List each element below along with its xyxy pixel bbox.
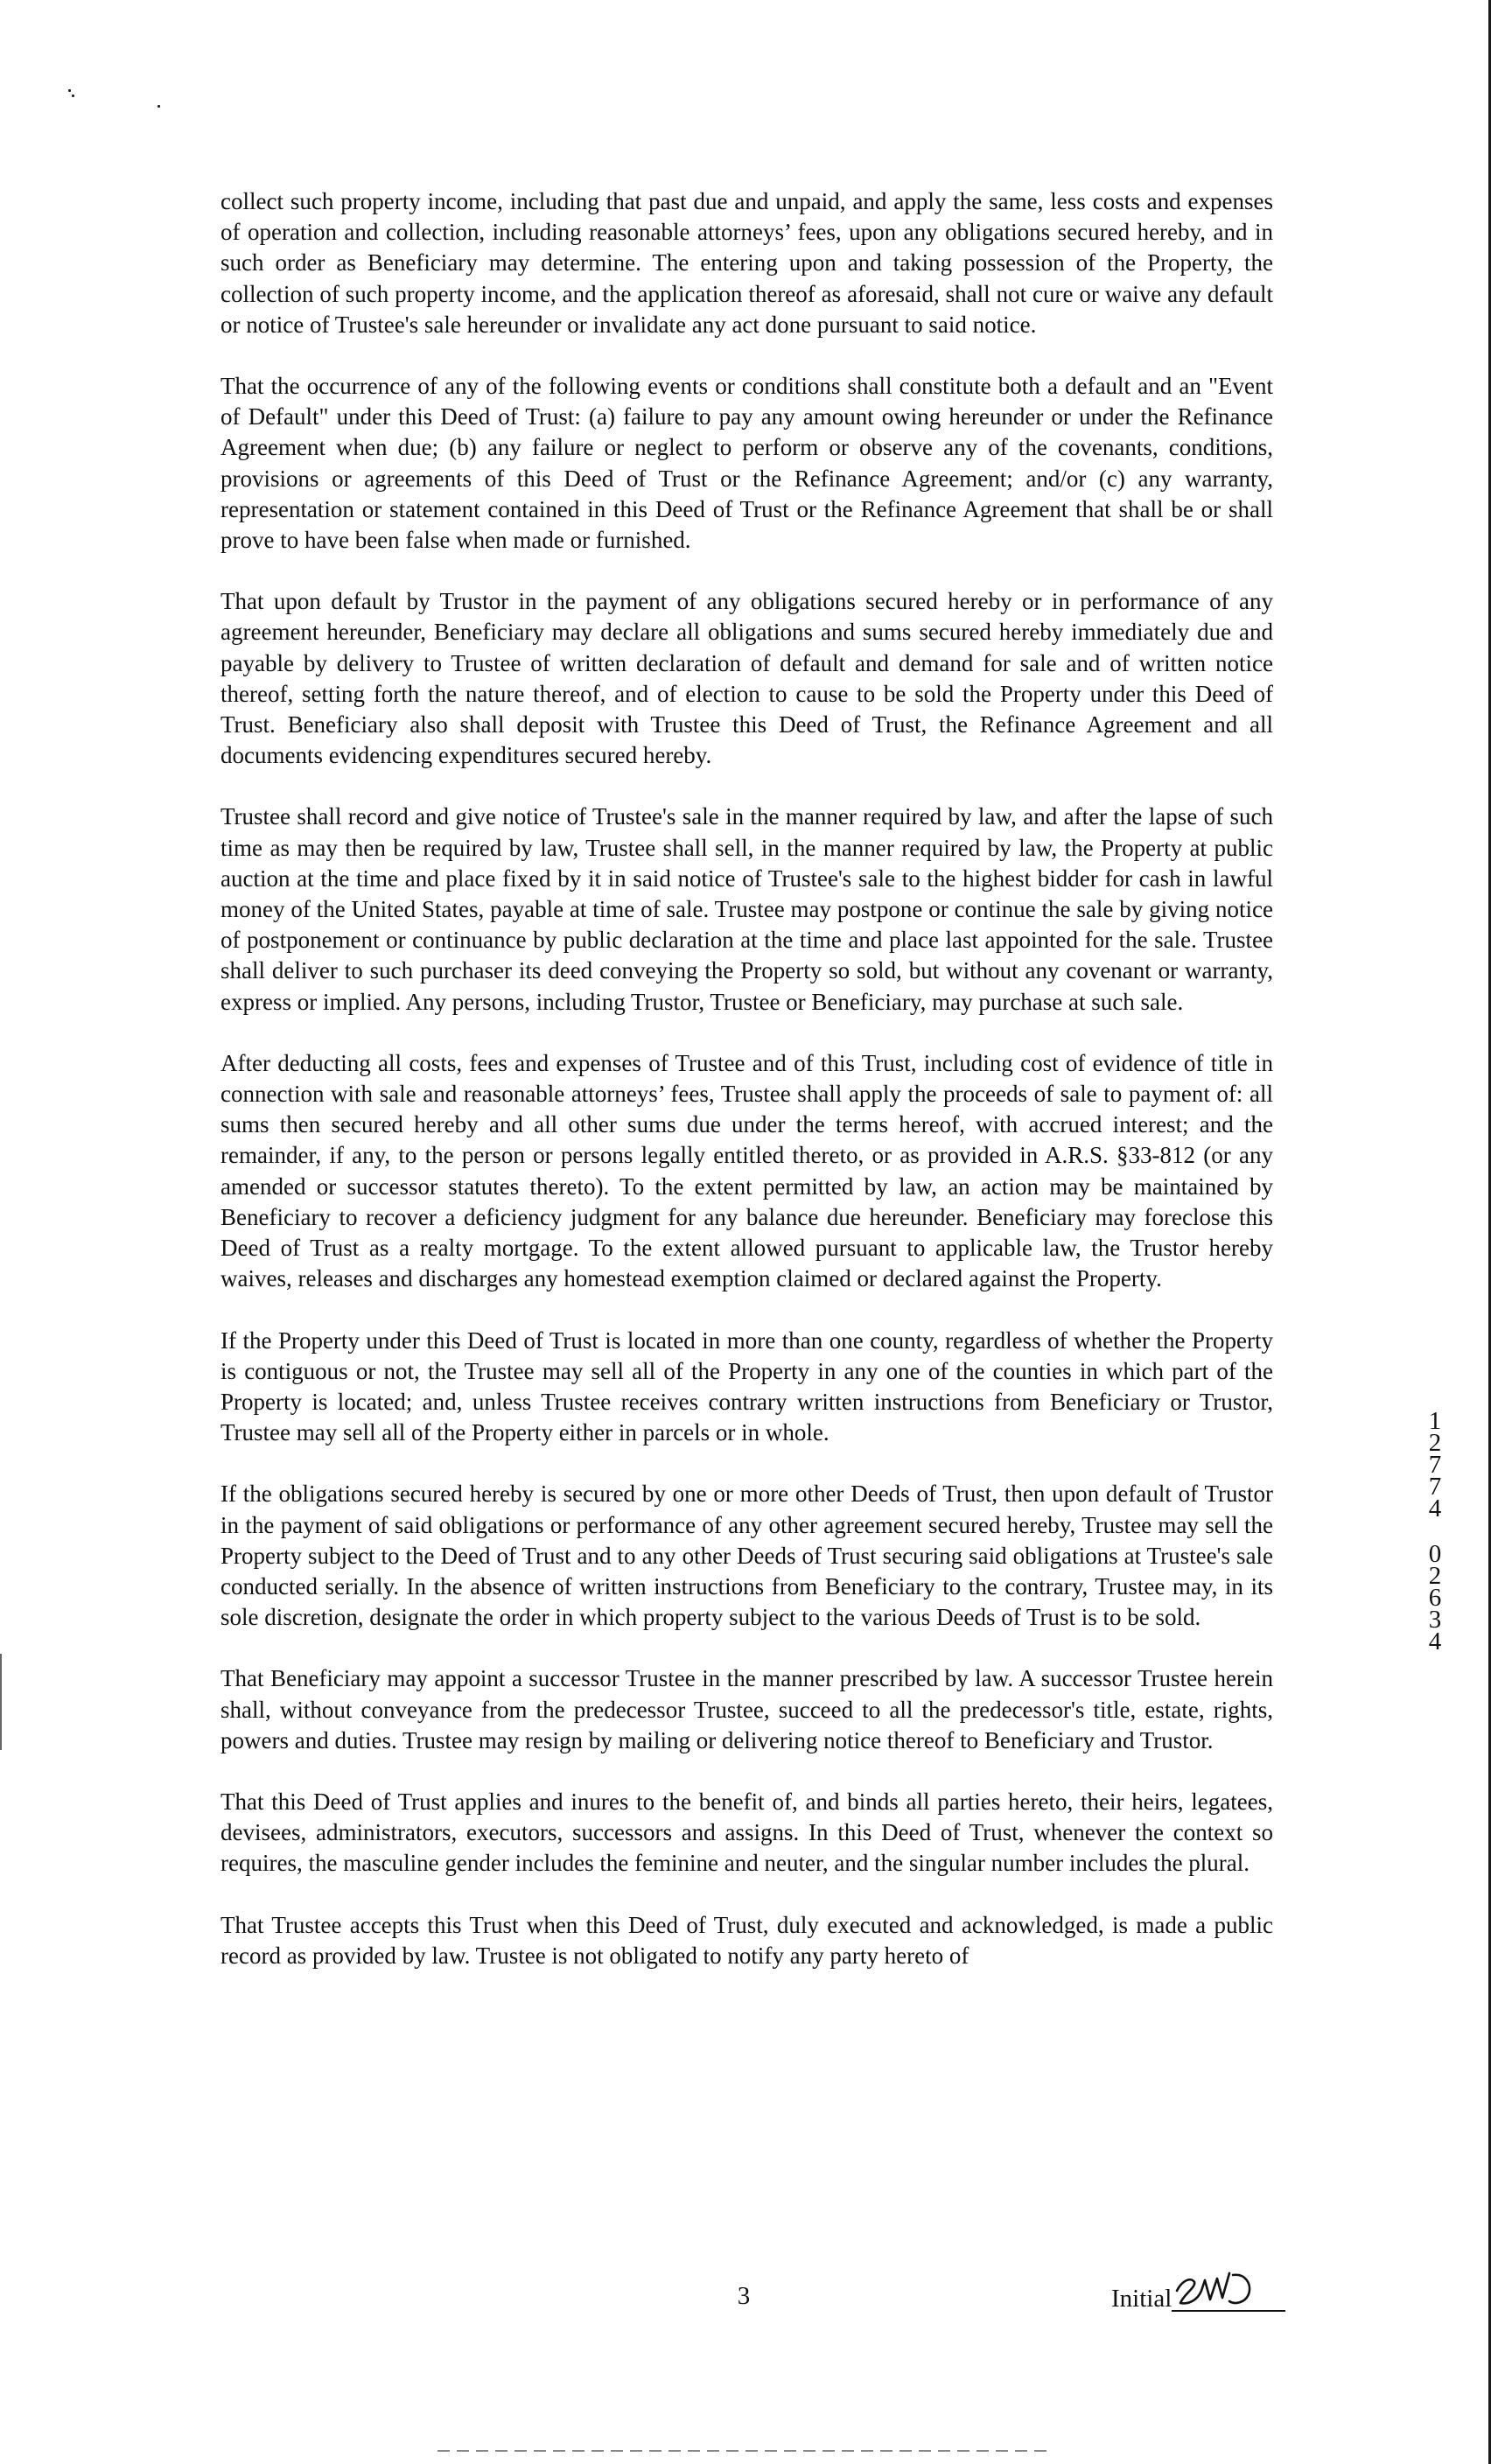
scan-margin-mark: [0, 1654, 2, 1750]
stamp-digit: 2: [1428, 1562, 1442, 1590]
handwritten-initials-icon: [1172, 2264, 1277, 2310]
recording-number-stamp: [1418, 1407, 1452, 1676]
page-number: 3: [737, 2282, 751, 2310]
paragraph-8: That Beneficiary may appoint a successor Trustee in the manner prescribed by law. A successor Trustee herein shall, without conveyance from the predecessor Trustee, succeed to all the predecessor's title, estate, rights, powers and duties. Trustee may resign by mailing or delivering notice thereof to Beneficiary and Trustor.: [220, 1665, 1273, 1754]
stamp-digit: 7: [1428, 1451, 1442, 1479]
stamp-digit: 0: [1428, 1540, 1442, 1568]
stamp-group-2: [1418, 1540, 1452, 1656]
paragraph-7: If the obligations secured hereby is secured by one or more other Deeds of Trust, then upon default of Trustor in the payment of said obligations or performance of any other agreement secured hereby, Trustee may sell the Property subject to the Deed of Trust and to any other Deeds of Trust securing said obligations at Trustee's sale conducted serially. In the absence of written instructions from Beneficiary to the contrary, Trustee may, in its sole discretion, designate the order in which property subject to the various Deeds of Trust is to be sold.: [220, 1480, 1273, 1631]
paragraph-3: That upon default by Trustor in the payment of any obligations secured hereby or in performance of any agreement hereunder, Beneficiary may declare all obligations and sums secured hereby immediately due and payable by delivery to Trustee of written declaration of default and demand for sale and of written notice thereof, setting forth the nature thereof, and of election to cause to be sold the Property under this Deed of Trust. Beneficiary also shall deposit with Trustee this Deed of Trust, the Refinance Agreement and all documents evidencing expenditures secured hereby.: [220, 588, 1273, 769]
stamp-digit: 6: [1428, 1584, 1442, 1612]
initial-block: [1111, 2261, 1285, 2314]
paragraph-1: collect such property income, including that past due and unpaid, and apply the same, less costs and expenses of operation and collection, including reasonable attorneys’ fees, upon any obligations secured hereby, and in such order as Beneficiary may determine. The entering upon and taking possession of the Property, the collection of such property income, and the application thereof as aforesaid, shall not cure or waive any default or notice of Trustee's sale hereunder or invalidate any act done pursuant to said notice.: [220, 188, 1273, 338]
initials-signature-line: [1172, 2272, 1285, 2314]
paragraph-4: Trustee shall record and give notice of Trustee's sale in the manner required by law, and after the lapse of such time as may then be required by law, Trustee shall sell, in the manner required by law, the Property at public auction at the time and place fixed by it in said notice of Trustee's sale to the highest bidder for cash in lawful money of the United States, payable at time of sale. Trustee may postpone or continue the sale by giving notice of postponement or continuance by public declaration at the time and place last appointed for the sale. Trustee shall deliver to such purchaser its deed conveying the Property so sold, but without any covenant or warranty, express or implied. Any persons, including Trustor, Trustee or Beneficiary, may purchase at such sale.: [220, 803, 1273, 1015]
stamp-digit: 3: [1428, 1606, 1442, 1634]
stamp-digit: 7: [1428, 1473, 1442, 1501]
paragraph-9: That this Deed of Trust applies and inures to the benefit of, and binds all parties hereto, their heirs, legatees, devisees, administrators, executors, successors and assigns. In this Deed of Trust, whenever the context so requires, the masculine gender includes the feminine and neuter, and the singular number includes the plural.: [220, 1788, 1273, 1877]
paragraph-5: After deducting all costs, fees and expenses of Trustee and of this Trust, including cost of evidence of title in connection with sale and reasonable attorneys’ fees, Trustee shall apply the proceeds of sale to payment of: all sums then secured hereby and all other sums due under the terms hereof, with accrued interest; and the remainder, if any, to the person or persons legally entitled thereto, or as provided in A.R.S. §33-812 (or any amended or successor statutes thereto). To the extent permitted by law, an action may be maintained by Beneficiary to recover a deficiency judgment for any balance due hereunder. Beneficiary may foreclose this Deed of Trust as a realty mortgage. To the extent allowed pursuant to applicable law, the Trustor hereby waives, releases and discharges any homestead exemption claimed or declared against the Property.: [220, 1049, 1273, 1292]
paragraph-10: That Trustee accepts this Trust when this Deed of Trust, duly executed and acknowledged, is made a public record as provided by law. Trustee is not obligated to notify any party hereto of: [220, 1911, 1273, 1969]
paragraph-2: That the occurrence of any of the following events or conditions shall constitute both a default and an "Event of Default" under this Deed of Trust: (a) failure to pay any amount owing hereunder or under the Refinance Agreement when due; (b) any failure or neglect to perform or observe any of the covenants, conditions, provisions or agreements of this Deed of Trust or the Refinance Agreement; and/or (c) any warranty, representation or statement contained in this Deed of Trust or the Refinance Agreement that shall be or shall prove to have been false when made or furnished.: [220, 373, 1273, 554]
initial-label: Initial: [1111, 2285, 1172, 2313]
paragraph-6: If the Property under this Deed of Trust is located in more than one county, regardless of whether the Property is contiguous or not, the Trustee may sell all of the Property in any one of the counties in which part of the Property is located; and, unless Trustee receives contrary written instructions from Beneficiary or Trustor, Trustee may sell all of the Property either in parcels or in whole.: [220, 1326, 1273, 1446]
stamp-digit: 2: [1428, 1429, 1442, 1457]
stamp-digit: 4: [1428, 1494, 1442, 1522]
scan-bottom-artifact: [438, 2450, 1050, 2452]
document-body: [220, 186, 1273, 1971]
scan-edge-line: [1488, 0, 1491, 2464]
stamp-group-1: [1418, 1407, 1452, 1522]
stamp-digit: 1: [1428, 1407, 1442, 1435]
stamp-digit: 4: [1428, 1628, 1442, 1656]
